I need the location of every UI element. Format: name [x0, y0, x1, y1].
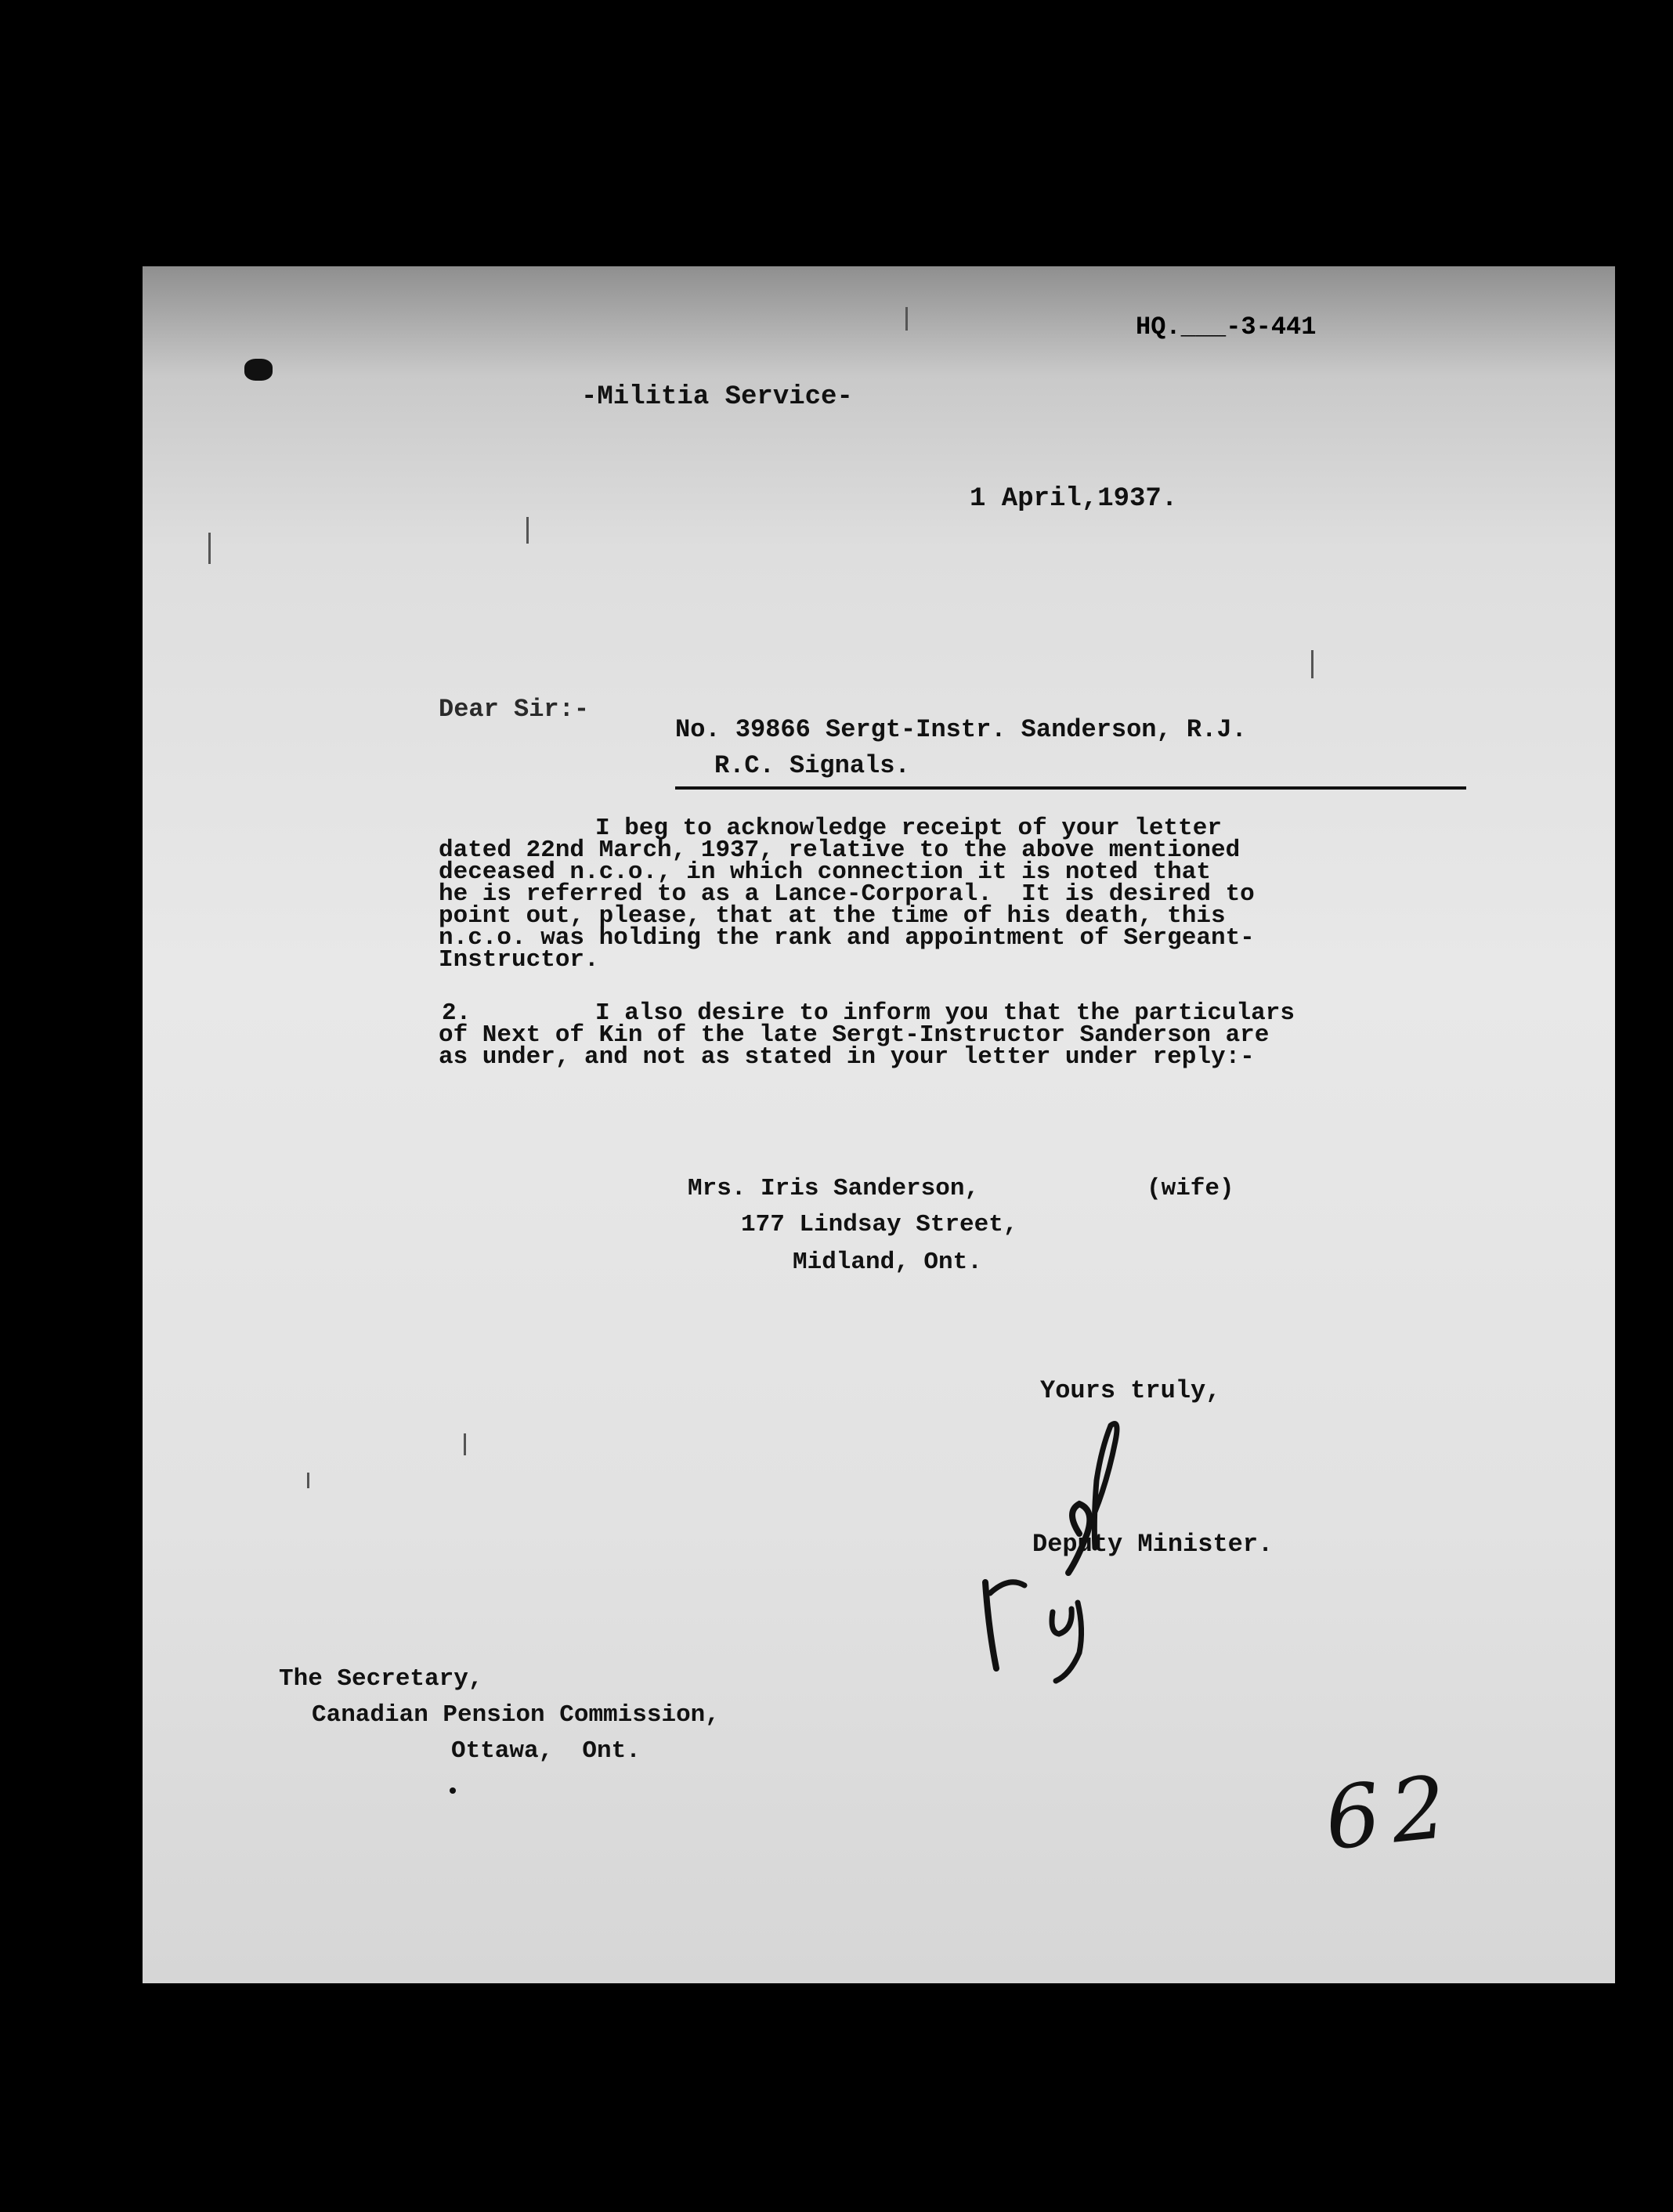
signature-title: Deputy Minister.: [1032, 1530, 1274, 1559]
paragraph-number: 2.: [442, 999, 472, 1027]
ink-blot: [244, 359, 273, 381]
body-line: dated 22nd March, 1937, relative to the above mentioned: [439, 837, 1241, 864]
subject-line: No. 39866 Sergt-Instr. Sanderson, R.J.: [675, 715, 1247, 744]
body-line: point out, please, that at the time of his death, this: [439, 902, 1226, 930]
recipient-line: Ottawa, Ont.: [451, 1737, 641, 1765]
folio-number: 62: [1320, 1755, 1462, 1870]
margin-mark: [905, 307, 908, 331]
body-line: he is referred to as a Lance-Corporal. It is desired to: [439, 880, 1255, 908]
body-line: as under, and not as stated in your letter under reply:-: [439, 1043, 1255, 1071]
subject-underline: [675, 786, 1466, 790]
next-of-kin-relation: (wife): [1147, 1175, 1234, 1202]
letter-page: [143, 266, 1615, 1983]
letter-date: 1 April,1937.: [970, 484, 1178, 514]
subject-line: R.C. Signals.: [714, 751, 910, 780]
body-line: n.c.o. was holding the rank and appointment of Sergeant-: [439, 924, 1255, 952]
recipient-line: Canadian Pension Commission,: [312, 1701, 720, 1729]
margin-mark: [464, 1433, 466, 1455]
body-line: I beg to acknowledge receipt of your letter: [595, 815, 1222, 842]
ink-dot: [450, 1787, 456, 1794]
margin-mark: [307, 1473, 309, 1488]
next-of-kin-city: Midland, Ont.: [793, 1249, 982, 1276]
recipient-line: The Secretary,: [279, 1665, 483, 1693]
next-of-kin-street: 177 Lindsay Street,: [741, 1211, 1018, 1238]
body-line: deceased n.c.o., in which connection it is noted that: [439, 858, 1211, 886]
margin-mark: [208, 533, 211, 564]
body-line: of Next of Kin of the late Sergt-Instructor Sanderson are: [439, 1021, 1270, 1049]
closing: Yours truly,: [1040, 1376, 1221, 1405]
margin-mark: [526, 517, 529, 544]
margin-mark: [1311, 650, 1313, 678]
body-line: I also desire to inform you that the particulars: [595, 999, 1295, 1027]
next-of-kin-name: Mrs. Iris Sanderson,: [688, 1175, 980, 1202]
file-reference: HQ.___-3-441: [1136, 313, 1317, 342]
service-heading: -Militia Service-: [581, 382, 853, 412]
salutation: Dear Sir:-: [439, 695, 590, 724]
body-line: Instructor.: [439, 946, 599, 974]
